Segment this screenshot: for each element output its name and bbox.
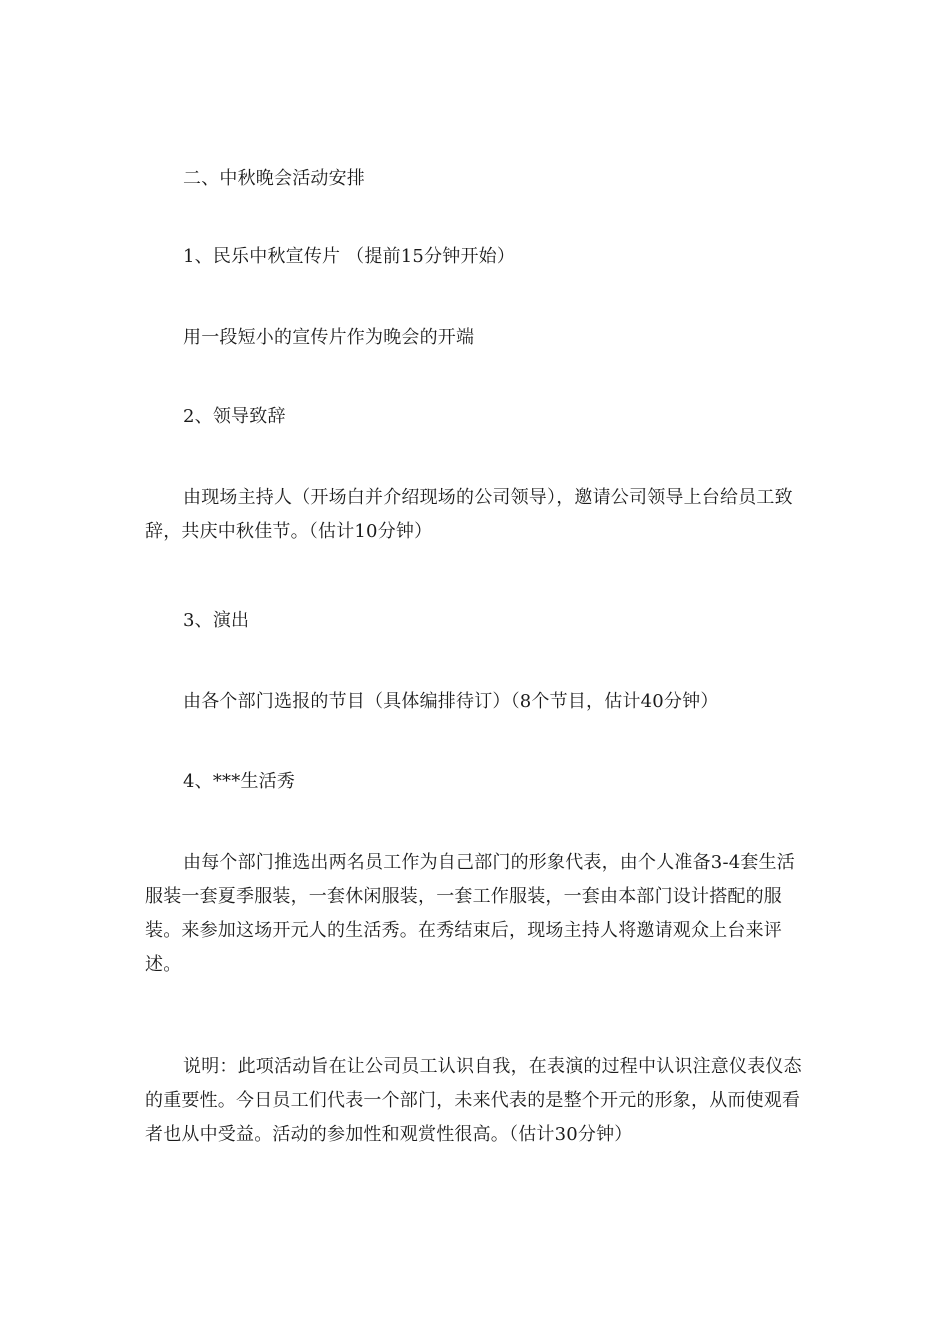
note-paragraph: 说明：此项活动旨在让公司员工认识自我，在表演的过程中认识注意仪表仪态的重要性。今日员工们代表一个部门，未来代表的是整个开元的形象，从而使观看者也从中受益。活动的参加性和观赏性很高。（估计30分钟） — [145, 1056, 802, 1145]
item-2-description: 由现场主持人（开场白并介绍现场的公司领导），邀请公司领导上台给员工致辞，共庆中秋佳节。（估计10分钟） — [145, 487, 793, 542]
item-2-title: 2、领导致辞 — [183, 406, 286, 427]
item-3-description: 由各个部门选报的节目（具体编排待订）（8个节目，估计40分钟） — [183, 691, 719, 712]
item-1-description: 用一段短小的宣传片作为晚会的开端 — [183, 327, 475, 348]
item-3-title: 3、演出 — [183, 610, 250, 631]
item-4-title: 4、***生活秀 — [183, 771, 296, 792]
item-4-description: 由每个部门推选出两名员工作为自己部门的形象代表，由个人准备3-4套生活服装一套夏季服装，一套休闲服装，一套工作服装，一套由本部门设计搭配的服装。来参加这场开元人的生活秀。在秀结束后，现场主持人将邀请观众上台来评述。 — [145, 852, 795, 975]
section-heading: 二、中秋晚会活动安排 — [183, 168, 365, 189]
item-1-title: 1、民乐中秋宣传片 （提前15分钟开始） — [183, 246, 516, 267]
